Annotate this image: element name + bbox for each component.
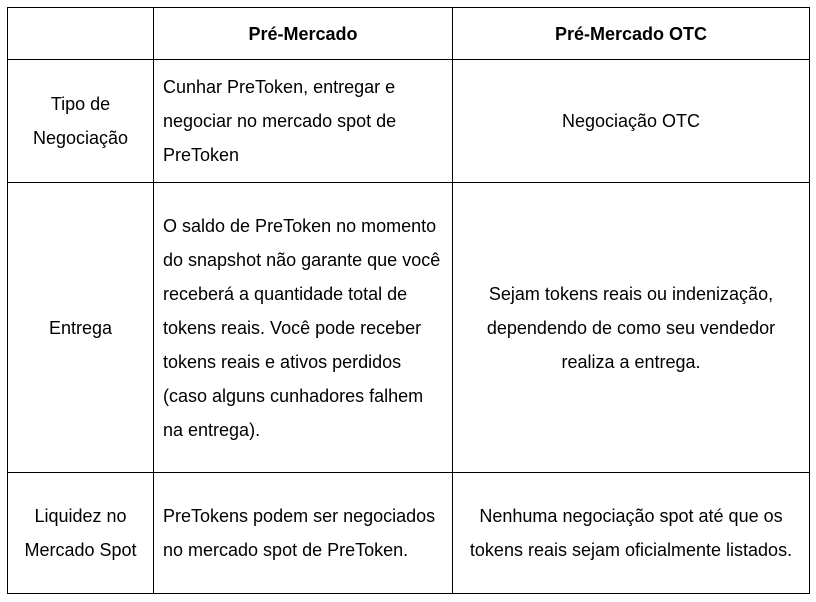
table-row: [8, 183, 810, 473]
cell-otc-delivery: Sejam tokens reais ou indenização, dependendo de como seu vendedor realiza a entrega.: [453, 183, 810, 473]
header-premarket: Pré-Mercado: [154, 8, 453, 60]
row-label-delivery: [8, 183, 154, 473]
cell-otc-trade-type: Negociação OTC: [453, 60, 810, 183]
row-label-line: Liquidez no: [34, 506, 127, 526]
row-label-trade-type: [8, 60, 154, 183]
header-row: [8, 8, 810, 60]
header-premarket-otc: Pré-Mercado OTC: [453, 8, 810, 60]
table-row: [8, 473, 810, 594]
cell-premarket-spot-liquidity: PreTokens podem ser negociados no mercado spot de PreToken.: [154, 473, 453, 594]
row-label-line: Negociação: [32, 128, 129, 148]
row-label-line: Tipo de: [50, 94, 111, 114]
row-label-spot-liquidity: [8, 473, 154, 594]
cell-otc-spot-liquidity: Nenhuma negociação spot até que os tokens reais sejam oficialmente listados.: [453, 473, 810, 594]
header-empty-cell: [8, 8, 154, 60]
row-label-line: Mercado Spot: [24, 540, 137, 560]
row-label-line: Entrega: [48, 317, 113, 338]
table-row: [8, 60, 810, 183]
cell-premarket-delivery: O saldo de PreToken no momento do snapshot não garante que você receberá a quantidade total de tokens reais. Você pode receber tokens reais e ativos perdidos (caso alguns cunhadores falhem na entrega).: [154, 183, 453, 473]
cell-premarket-trade-type: Cunhar PreToken, entregar e negociar no mercado spot de PreToken: [154, 60, 453, 183]
comparison-table: [7, 7, 810, 594]
